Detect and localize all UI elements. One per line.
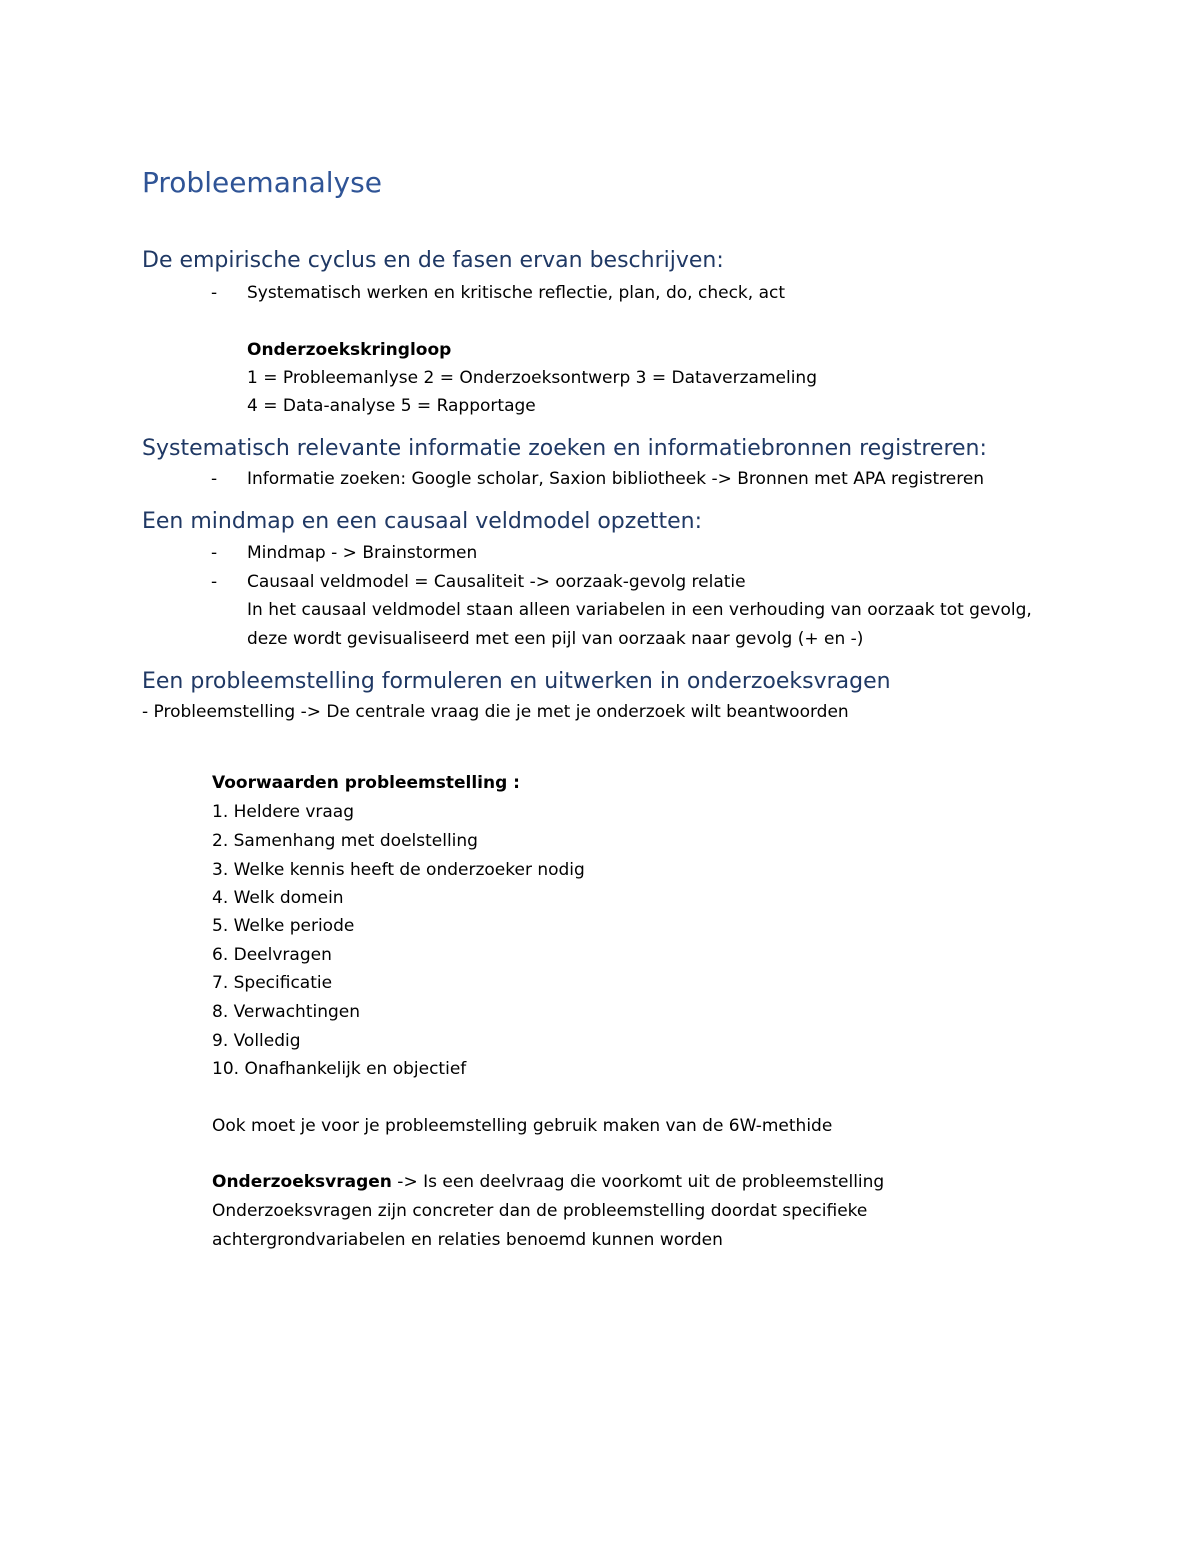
section-heading-empirical-cycle: De empirische cyclus en de fasen ervan beschrijven:	[142, 248, 724, 273]
continuation-line: deze wordt gevisualiseerd met een pijl van oorzaak naar gevolg (+ en -)	[247, 629, 864, 649]
condition-item: 5. Welke periode	[212, 916, 355, 936]
condition-item: 6. Deelvragen	[212, 945, 332, 965]
bullet-text-causaal: Causaal veldmodel = Causaliteit -> oorzaak-gevolg relatie	[247, 572, 746, 592]
research-questions-line	[212, 1172, 884, 1192]
section-heading-information: Systematisch relevante informatie zoeken en informatiebronnen registreren:	[142, 436, 987, 461]
condition-item: 10. Onafhankelijk en objectief	[212, 1059, 467, 1079]
bullet-text: Systematisch werken en kritische reflectie, plan, do, check, act	[247, 283, 785, 303]
subheading-onderzoekskringloop: Onderzoekskringloop	[247, 340, 452, 360]
condition-item: 9. Volledig	[212, 1031, 301, 1051]
bullet-text-mindmap: Mindmap - > Brainstormen	[247, 543, 478, 563]
condition-item: 2. Samenhang met doelstelling	[212, 831, 478, 851]
research-questions-line-3: achtergrondvariabelen en relaties benoemd kunnen worden	[212, 1230, 723, 1250]
bullet-dash: -	[211, 469, 218, 489]
condition-item: 4. Welk domein	[212, 888, 344, 908]
condition-item: 3. Welke kennis heeft de onderzoeker nodig	[212, 860, 585, 880]
phase-line-1: 1 = Probleemanlyse 2 = Onderzoeksontwerp 3 = Dataverzameling	[247, 368, 817, 388]
section-heading-mindmap: Een mindmap en een causaal veldmodel opzetten:	[142, 509, 703, 534]
research-questions-rest: -> Is een deelvraag die voorkomt uit de probleemstelling	[391, 1172, 885, 1192]
condition-item: 1. Heldere vraag	[212, 802, 354, 822]
phase-line-2: 4 = Data-analyse 5 = Rapportage	[247, 396, 536, 416]
bullet-dash: -	[211, 543, 218, 563]
conditions-heading: Voorwaarden probleemstelling :	[212, 773, 520, 793]
continuation-line: In het causaal veldmodel staan alleen variabelen in een verhouding van oorzaak tot gevolg,	[247, 600, 1032, 620]
document-title: Probleemanalyse	[142, 166, 382, 199]
section-heading-probleemstelling: Een probleemstelling formuleren en uitwerken in onderzoeksvragen	[142, 669, 891, 694]
condition-item: 8. Verwachtingen	[212, 1002, 361, 1022]
note-6w-method: Ook moet je voor je probleemstelling gebruik maken van de 6W-methide	[212, 1116, 833, 1136]
research-questions-line-2: Onderzoeksvragen zijn concreter dan de probleemstelling doordat specifieke	[212, 1201, 868, 1221]
bullet-dash: -	[211, 283, 218, 303]
condition-item: 7. Specificatie	[212, 973, 333, 993]
research-questions-label: Onderzoeksvragen	[212, 1172, 392, 1192]
intro-line: - Probleemstelling -> De centrale vraag die je met je onderzoek wilt beantwoorden	[142, 702, 849, 722]
bullet-dash: -	[211, 572, 218, 592]
bullet-text: Informatie zoeken: Google scholar, Saxion bibliotheek -> Bronnen met APA registreren	[247, 469, 985, 489]
